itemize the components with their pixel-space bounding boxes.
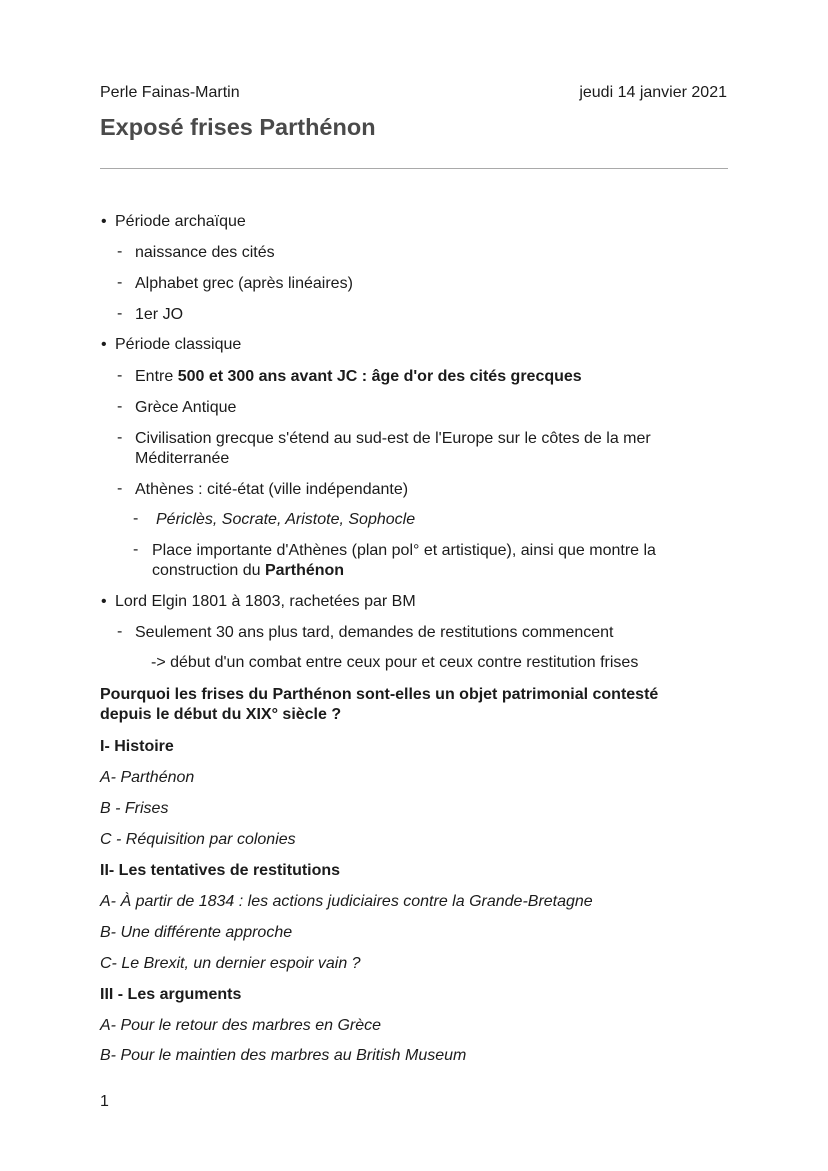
arrow-note: -> début d'un combat entre ceux pour et ceux contre restitution frises <box>151 654 639 671</box>
dash-marker: - <box>133 510 139 527</box>
dash-marker: - <box>133 541 139 558</box>
list-item: 1er JO <box>135 306 184 323</box>
dash-marker: - <box>117 480 123 497</box>
plan-item: A- Parthénon <box>100 769 195 786</box>
list-item-figures: Périclès, Socrate, Aristote, Sophocle <box>156 511 416 528</box>
plan-part-2-title: II- Les tentatives de restitutions <box>100 862 341 879</box>
list-item: Alphabet grec (après linéaires) <box>135 275 353 292</box>
dash-marker: - <box>117 623 123 640</box>
bullet-marker: • <box>101 213 107 230</box>
entre-prefix: Entre <box>135 368 178 385</box>
dash-marker: - <box>117 429 123 446</box>
bullet-marker: • <box>101 593 107 610</box>
dash-marker: - <box>117 398 123 415</box>
golden-age-text: 500 et 300 ans avant JC : âge d'or des cités grecques <box>177 368 582 385</box>
author-name: Perle Fainas-Martin <box>100 84 240 101</box>
list-item <box>152 541 692 581</box>
plan-item: A- À partir de 1834 : les actions judiciaires contre la Grande-Bretagne <box>100 893 593 910</box>
list-item: Grèce Antique <box>135 399 237 416</box>
plan-part-3-title: III - Les arguments <box>100 986 242 1003</box>
plan-item: B- Une différente approche <box>100 924 293 941</box>
title-divider <box>100 168 728 169</box>
plan-part-1-title: I- Histoire <box>100 738 174 755</box>
document-title: Exposé frises Parthénon <box>100 114 376 140</box>
section-archaic: Période archaïque <box>115 213 246 230</box>
plan-item: C- Le Brexit, un dernier espoir vain ? <box>100 955 361 972</box>
dash-marker: - <box>117 367 123 384</box>
plan-item: C - Réquisition par colonies <box>100 831 296 848</box>
list-item <box>135 367 582 387</box>
plan-item: A- Pour le retour des marbres en Grèce <box>100 1017 382 1034</box>
section-elgin: Lord Elgin 1801 à 1803, rachetées par BM <box>115 593 416 610</box>
list-item: naissance des cités <box>135 244 275 261</box>
list-item: Civilisation grecque s'étend au sud-est de l'Europe sur le côtes de la mer Méditerranée <box>135 430 651 467</box>
plan-item: B - Frises <box>100 800 169 817</box>
dash-marker: - <box>117 305 123 322</box>
list-item: Seulement 30 ans plus tard, demandes de restitutions commencent <box>135 624 614 641</box>
problematique: Pourquoi les frises du Parthénon sont-elles un objet patrimonial contesté depuis le début du XIX° siècle ? <box>100 686 659 723</box>
page-number: 1 <box>100 1093 109 1110</box>
list-item: Athènes : cité-état (ville indépendante) <box>135 481 409 498</box>
dash-marker: - <box>117 274 123 291</box>
dash-marker: - <box>117 243 123 260</box>
section-classic: Période classique <box>115 336 242 353</box>
document-date: jeudi 14 janvier 2021 <box>579 84 727 101</box>
place-text: Place importante d'Athènes (plan pol° et artistique), ainsi que montre la construction du <box>152 542 656 579</box>
plan-item: B- Pour le maintien des marbres au British Museum <box>100 1047 467 1064</box>
parthenon-bold: Parthénon <box>264 562 345 579</box>
bullet-marker: • <box>101 336 107 353</box>
